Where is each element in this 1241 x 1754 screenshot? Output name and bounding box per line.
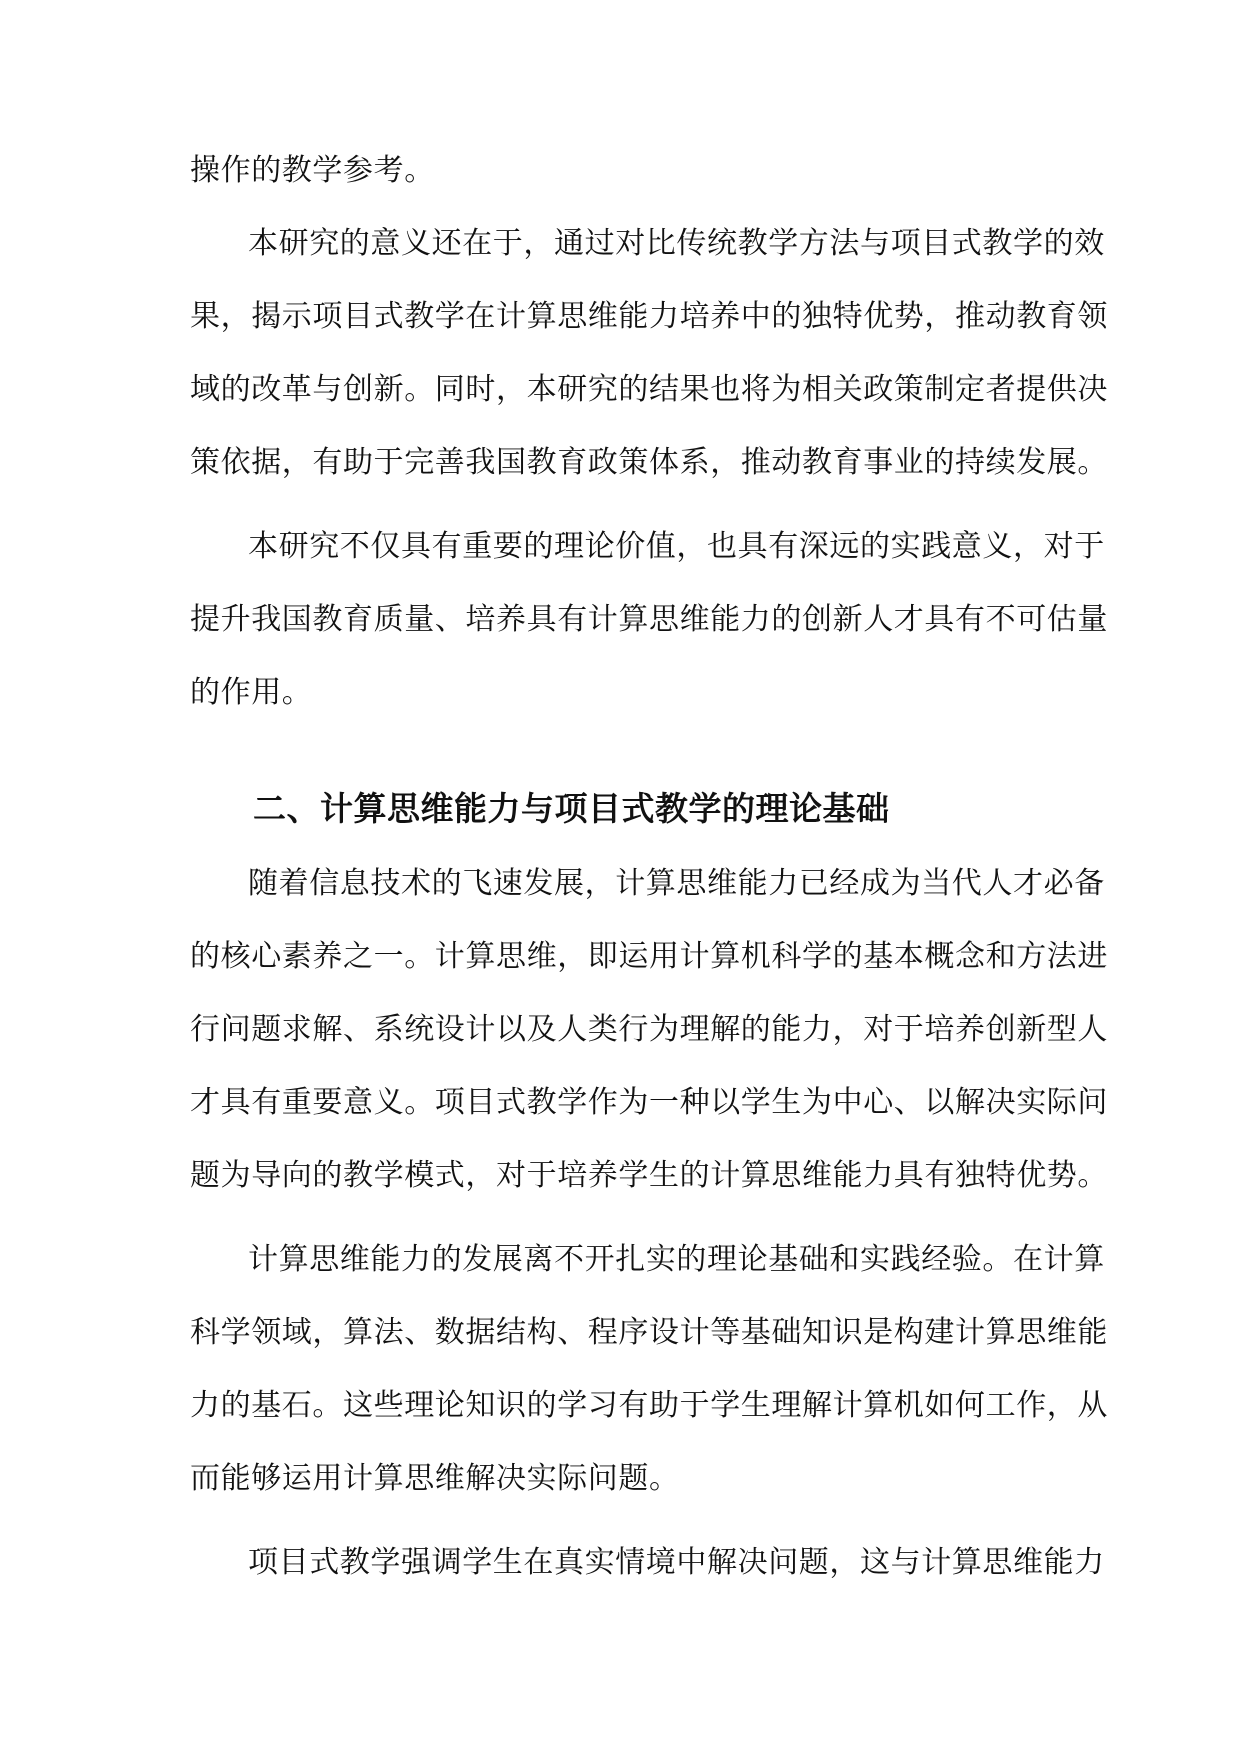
paragraph-line: 而能够运用计算思维解决实际问题。 [190,1461,680,1496]
paragraph-line: 随着信息技术的飞速发展，计算思维能力已经成为当代人才必备 [248,866,1105,901]
paragraph-line: 力的基石。这些理论知识的学习有助于学生理解计算机如何工作，从 [190,1388,1108,1423]
paragraph-line: 题为导向的教学模式，对于培养学生的计算思维能力具有独特优势。 [190,1158,1108,1193]
paragraph-line: 才具有重要意义。项目式教学作为一种以学生为中心、以解决实际问 [190,1085,1108,1120]
paragraph-line: 本研究的意义还在于，通过对比传统教学方法与项目式教学的效 [248,226,1105,261]
paragraph-line: 果，揭示项目式教学在计算思维能力培养中的独特优势，推动教育领 [190,299,1108,334]
paragraph-line: 策依据，有助于完善我国教育政策体系，推动教育事业的持续发展。 [190,445,1108,480]
paragraph-line: 科学领域，算法、数据结构、程序设计等基础知识是构建计算思维能 [190,1315,1108,1350]
paragraph-line: 的核心素养之一。计算思维，即运用计算机科学的基本概念和方法进 [190,939,1108,974]
section-heading: 二、计算思维能力与项目式教学的理论基础 [253,789,890,828]
paragraph-line: 提升我国教育质量、培养具有计算思维能力的创新人才具有不可估量 [190,602,1108,637]
paragraph-line: 本研究不仅具有重要的理论价值，也具有深远的实践意义，对于 [248,529,1105,564]
paragraph-line: 域的改革与创新。同时，本研究的结果也将为相关政策制定者提供决 [190,372,1108,407]
paragraph-line: 行问题求解、系统设计以及人类行为理解的能力，对于培养创新型人 [190,1012,1108,1047]
paragraph-line: 计算思维能力的发展离不开扎实的理论基础和实践经验。在计算 [248,1242,1105,1277]
paragraph-line: 项目式教学强调学生在真实情境中解决问题，这与计算思维能力 [248,1545,1105,1580]
paragraph-line: 操作的教学参考。 [190,153,435,188]
paragraph-line: 的作用。 [190,675,313,710]
